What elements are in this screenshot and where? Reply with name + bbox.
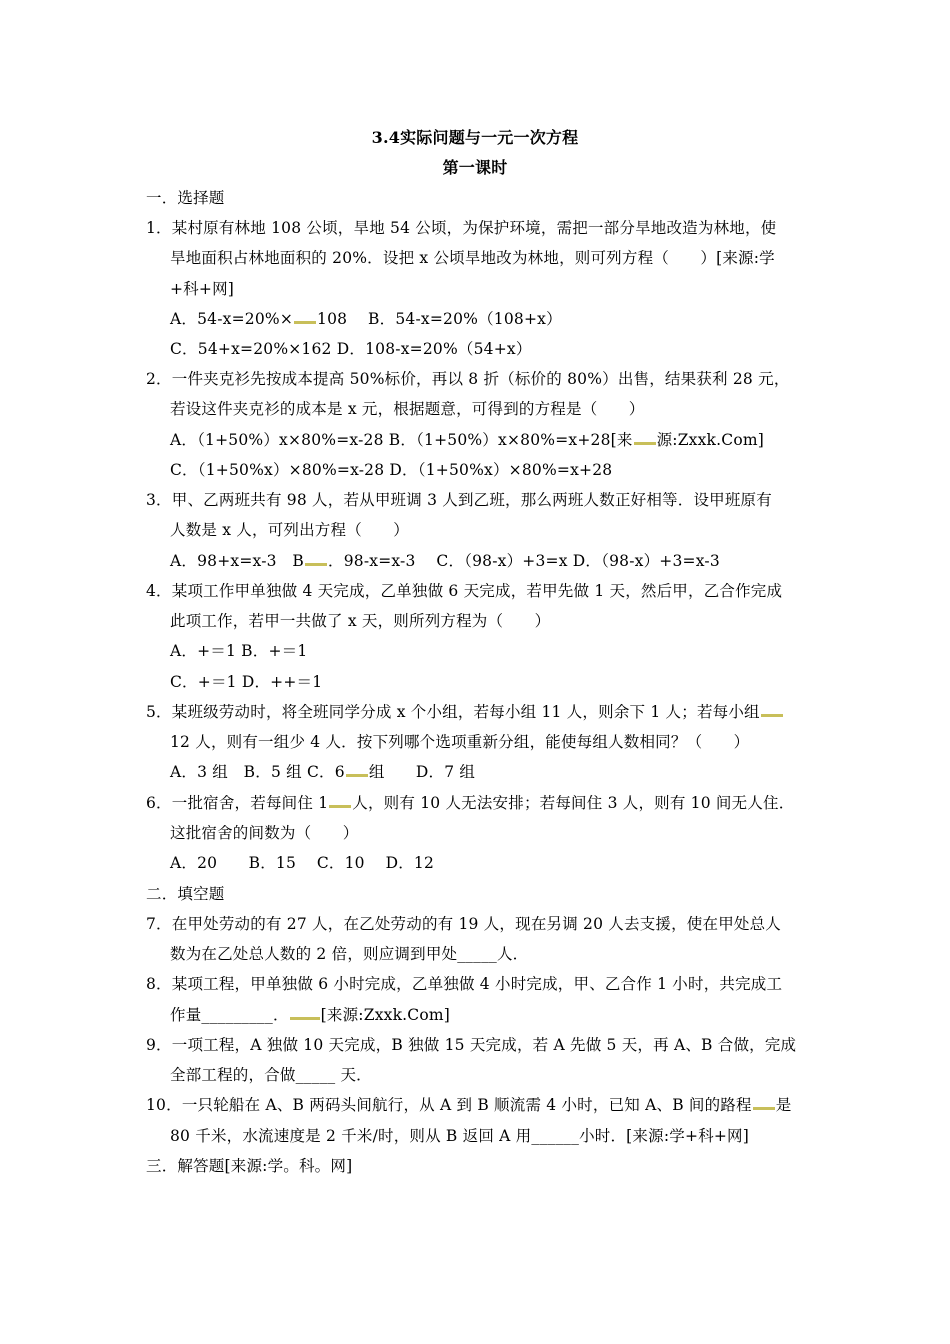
question-1-line: +科+网] — [170, 280, 235, 298]
question-2-options: C．（1+50%x）×80%=x-28 D．（1+50%x）×80%=x+28 — [170, 461, 613, 479]
question-7-line: 数为在乙处总人数的 2 倍，则应调到甲处_____人． — [170, 945, 529, 963]
question-2-options: A．（1+50%）x×80%=x-28 B．（1+50%）x×80%=x+28[来 源:Zxxk.Com] — [170, 431, 765, 449]
question-6-options: A．20 B．15 C．10 D．12 — [170, 854, 435, 872]
highlight-mark — [329, 801, 351, 808]
highlight-mark — [761, 710, 783, 717]
highlight-mark — [753, 1103, 775, 1110]
question-3-options: A．98+x=x-3 B ．98-x=x-3 C．（98-x）+3=x D．（98-x）+3=x-3 — [170, 552, 720, 570]
highlight-mark — [294, 317, 316, 324]
question-6-line: 6．一批宿舍，若每间住 1 人，则有 10 人无法安排；若每间住 3 人，则有 10 间无人住． — [146, 794, 795, 812]
question-7-line: 7．在甲处劳动的有 27 人，在乙处劳动的有 19 人，现在另调 20 人去支援，使在甲处总人 — [146, 915, 781, 933]
document-subtitle: 第一课时 — [442, 158, 508, 177]
question-9-line: 9．一项工程，A 独做 10 天完成，B 独做 15 天完成，若 A 先做 5 天，再 A、B 合做，完成 — [146, 1036, 797, 1054]
question-5-line: 12 人，则有一组少 4 人．按下列哪个选项重新分组，能使每组人数相同？（ ） — [170, 733, 750, 751]
question-8-line: 8．某项工程，甲单独做 6 小时完成，乙单独做 4 小时完成，甲、乙合作 1 小时，共完成工 — [146, 975, 783, 993]
question-6-line: 这批宿舍的间数为（ ） — [170, 824, 359, 842]
question-4-options: A．+＝1 B．+＝1 — [170, 642, 308, 660]
question-2-line: 若设这件夹克衫的成本是 x 元，根据题意，可得到的方程是（ ） — [170, 400, 645, 418]
question-5-options: A．3 组 B．5 组 C．6 组 D．7 组 — [170, 763, 476, 781]
highlight-mark — [305, 559, 327, 566]
question-3-line: 3．甲、乙两班共有 98 人，若从甲班调 3 人到乙班，那么两班人数正好相等．设甲班原有 — [146, 491, 772, 509]
question-5-line: 5．某班级劳动时，将全班同学分成 x 个小组，若每小组 11 人，则余下 1 人；若每小组 — [146, 701, 784, 723]
highlight-mark — [634, 438, 656, 445]
question-1-line: 旱地面积占林地面积的 20%．设把 x 公顷旱地改为林地，则可列方程（ ）[来源:学 — [170, 249, 775, 267]
question-1-line: 1．某村原有林地 108 公顷，旱地 54 公顷，为保护环境，需把一部分旱地改造为林地，使 — [146, 219, 777, 237]
question-4-line: 4．某项工作甲单独做 4 天完成，乙单独做 6 天完成，若甲先做 1 天，然后甲，乙合作完成 — [146, 582, 783, 600]
question-1-options: C．54+x=20%×162 D．108-x=20%（54+x） — [170, 340, 532, 358]
question-3-line: 人数是 x 人，可列出方程（ ） — [170, 521, 409, 539]
highlight-mark — [346, 770, 368, 777]
question-9-line: 全部工程的，合做_____ 天． — [170, 1066, 372, 1084]
question-1-options: A．54-x=20%× 108 B．54-x=20%（108+x） — [170, 310, 562, 328]
section-heading-choice: 一．选择题 — [146, 189, 225, 207]
question-10-line: 80 千米，水流速度是 2 千米/时，则从 B 返回 A 用______小时．[来源:学+科+网] — [170, 1127, 749, 1145]
question-8-line: 作量_________． [来源:Zxxk.Com] — [170, 1006, 451, 1024]
question-2-line: 2．一件夹克衫先按成本提高 50%标价，再以 8 折（标价的 80%）出售，结果获利 28 元， — [146, 370, 790, 388]
section-heading-solve: 三．解答题[来源:学。科。网] — [146, 1157, 353, 1175]
question-4-options: C．+＝1 D．++＝1 — [170, 673, 323, 691]
section-heading-fill: 二．填空题 — [146, 885, 225, 903]
question-4-line: 此项工作，若甲一共做了 x 天，则所列方程为（ ） — [170, 612, 551, 630]
highlight-mark — [290, 1013, 320, 1020]
document-title: 3.4实际问题与一元一次方程 — [371, 128, 579, 147]
question-10-line: 10．一只轮船在 A、B 两码头间航行，从 A 到 B 顺流需 4 小时，已知 A、B 间的路程 是 — [146, 1096, 792, 1114]
